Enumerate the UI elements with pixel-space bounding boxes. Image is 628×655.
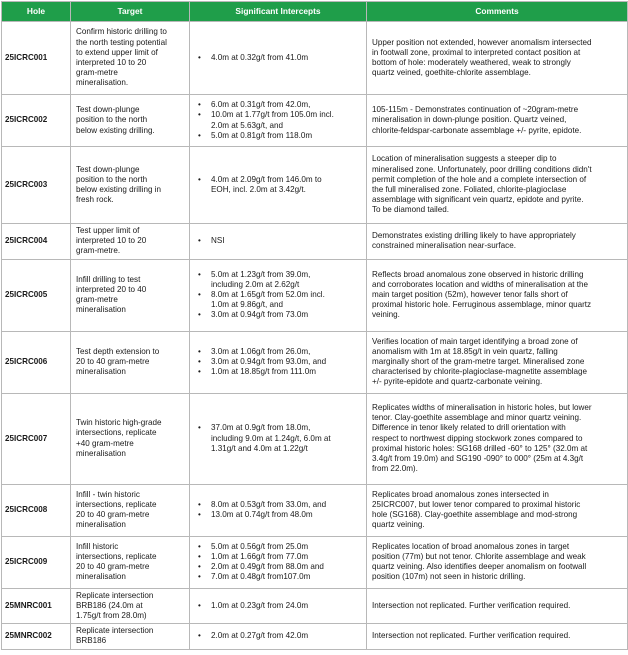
comments-cell [367,393,628,484]
intercept-text-line: including 9.0m at 1.24g/t, 6.0m at [211,433,331,443]
table-row [2,22,628,95]
comments-cell [367,224,628,260]
comment-text-line: in footwall zone, proximal to interpreted contact position at [372,47,581,57]
table-row [2,536,628,588]
hole-id-cell: 25ICRC003 [2,147,71,224]
target-text-line: intersections, replicate [76,551,157,561]
target-text-line: 20 to 40 gram-metre [76,562,150,572]
intercepts-cell [190,393,367,484]
comment-text-line: 105-115m - Demonstrates continuation of ~20gram-metre [372,105,579,115]
comment-text-line: Replicates location of broad anomalous zones in target [372,541,570,551]
intercepts-cell [190,95,367,147]
target-text-line: below existing drilling. [76,125,155,135]
intercept-item [196,367,362,377]
target-text-line: mineralisation [76,305,126,315]
target-cell [71,624,190,649]
comment-text-line: Reflects broad anomalous zone observed in historic drilling [372,269,584,279]
comment-text-line: and corroborates location and widths of mineralisation at the [372,279,588,289]
target-cell [71,331,190,393]
intercepts-cell [190,624,367,649]
comments-cell [367,331,628,393]
target-cell [71,147,190,224]
comment-text-line: 25ICRC007, but lower tenor compared to proximal historic [372,499,581,509]
comment-text-line: mineralised zone. Unfortunately, poor drilling conditions didn't [372,164,592,174]
target-cell [71,22,190,95]
target-text-line: Test down-plunge [76,105,140,115]
comment-text-line: constrained mineralisation near-surface. [372,241,516,251]
comments-cell [367,147,628,224]
comment-text-line: characterised by chlorite-plagioclase-magnetite assemblage [372,367,588,377]
intercept-item [196,631,362,641]
target-text-line: Replicate intersection [76,626,154,636]
intercept-text-line: 7.0m at 0.48g/t from107.0m [211,572,311,582]
intercept-text-line: 8.0m at 1.65g/t from 52.0m incl. [211,290,325,299]
table-row [2,259,628,331]
comment-text-line: Upper position not extended, however anomalism intersected [372,37,592,47]
comment-text-line: quartz veining. [372,520,425,530]
intercepts-cell [190,147,367,224]
target-text-line: Infill - twin historic [76,489,140,499]
comment-text-line: tenor. Clay-goethite assemblage and minor quartz veining. [372,413,582,423]
intercept-text-line: 5.0m at 0.56g/t from 25.0m [211,541,309,551]
intercept-text-line: 1.31g/t and 4.0m at 1.22g/t [211,443,308,453]
intercept-text-line: 1.0m at 0.23g/t from 24.0m [211,600,309,610]
target-text-line: interpreted 10 to 20 [76,236,147,246]
bullet-icon: • [198,572,201,582]
intercept-text-line: 1.0m at 18.85g/t from 111.0m [211,367,316,377]
intercepts-list [196,347,362,378]
intercept-text-line: 3.0m at 0.94g/t from 73.0m [211,310,309,320]
intercepts-list [196,542,362,583]
target-text-line: Infill drilling to test [76,274,141,284]
comment-text-line: bottom of hole: moderately weathered, weak to strongly [372,58,571,67]
target-cell [71,484,190,536]
target-cell [71,224,190,260]
table-row [2,331,628,393]
comment-text-line: marginally short of the gram-metre target. Mineralised zone [372,357,585,366]
target-text-line: interpreted 20 to 40 [76,284,147,294]
intercept-text-line: 5.0m at 1.23g/t from 39.0m, [211,269,311,279]
hole-id-cell: 25ICRC006 [2,331,71,393]
bullet-icon: • [198,269,201,279]
comment-text-line: anomalism with 1m at 18.85g/t in vein quartz, falling [372,346,558,356]
intercepts-cell [190,588,367,624]
intercept-item [196,100,362,110]
target-text-line: position to the north [76,115,148,125]
comment-text-line: hole (SG168). Clay-goethite assemblage and mod-strong [372,510,578,520]
intercepts-list [196,601,362,611]
target-text-line: position to the north [76,174,148,184]
bullet-icon: • [198,310,201,320]
hole-id-cell: 25ICRC009 [2,536,71,588]
table-header-row [2,2,628,22]
target-text-line: below existing drilling in [76,185,162,194]
hole-id-cell: 25ICRC001 [2,22,71,95]
comment-text-line: To be diamond tailed. [372,205,449,215]
target-text-line: 20 to 40 gram-metre [76,510,150,520]
intercept-text-line: 3.0m at 0.94g/t from 93.0m, and [211,357,327,366]
header-comments: Comments [367,2,628,22]
bullet-icon: • [198,510,201,520]
target-text-line: Test down-plunge [76,164,140,174]
intercept-item [196,53,362,63]
target-text-line: mineralisation. [76,78,129,88]
header-intercepts: Significant Intercepts [190,2,367,22]
table-row [2,484,628,536]
target-text-line: interpreted 10 to 20 [76,58,147,67]
target-text-line: intersections, replicate [76,499,157,509]
intercepts-list [196,423,362,454]
bullet-icon: • [198,423,201,433]
intercept-item [196,357,362,367]
target-text-line: Test upper limit of [76,226,140,235]
bullet-icon: • [198,236,201,246]
intercepts-cell [190,22,367,95]
target-text-line: 20 to 40 gram-metre [76,357,150,366]
target-cell [71,536,190,588]
table-row [2,147,628,224]
intercept-text-line: 5.0m at 0.81g/t from 118.0m [211,130,313,140]
comment-text-line: assemblage with significant vein quartz, epidote and pyrite. [372,195,584,205]
target-text-line: 1.75g/t from 28.0m) [76,611,147,621]
target-text-line: gram-metre [76,295,118,305]
table-row [2,393,628,484]
table-row [2,588,628,624]
comment-text-line: +/- pyrite-epidote and quartz-carbonate veining. [372,377,543,387]
target-text-line: +40 gram-metre [76,438,134,448]
intercept-item [196,347,362,357]
bullet-icon: • [198,367,201,377]
hole-id-cell: 25ICRC007 [2,393,71,484]
comment-text-line: Intersection not replicated. Further verification required. [372,600,571,610]
intercepts-list [196,631,362,641]
table-row [2,224,628,260]
intercepts-list [196,500,362,520]
comments-cell [367,624,628,649]
target-text-line: mineralisation [76,572,126,582]
intercept-item [196,270,362,290]
intercepts-cell [190,331,367,393]
comment-text-line: Verifies location of main target identifying a broad zone of [372,336,578,346]
comment-text-line: Intersection not replicated. Further verification required. [372,631,571,641]
bullet-icon: • [198,174,201,184]
table-row [2,95,628,147]
target-cell [71,588,190,624]
intercept-text-line: 10.0m at 1.77g/t from 105.0m incl. [211,110,334,120]
comment-text-line: chlorite-feldspar-carbonate assemblage +/- pyrite, epidote. [372,125,582,135]
target-cell [71,95,190,147]
comment-text-line: veining. [372,310,400,320]
intercepts-cell [190,484,367,536]
target-text-line: Confirm historic drilling to [76,27,167,37]
comment-text-line: 3.4g/t from 19.0m) and SG190 -090° to 000° (25m at 4.3g/t [372,453,584,463]
intercept-item [196,131,362,141]
intercept-text-line: 13.0m at 0.74g/t from 48.0m [211,510,313,520]
intercept-item [196,310,362,320]
target-text-line: mineralisation [76,520,126,530]
comment-text-line: position (107m) not seen in historic drilling. [372,572,526,582]
hole-id-cell: 25ICRC002 [2,95,71,147]
comment-text-line: Demonstrates existing drilling likely to have appropriately [372,231,576,241]
target-text-line: BRB186 [76,636,107,646]
table-body [2,22,628,650]
hole-id-cell: 25MNRC001 [2,588,71,624]
intercept-item [196,236,362,246]
drilling-results-table-wrapper [1,1,627,650]
comments-cell [367,22,628,95]
comment-text-line: Location of mineralisation suggests a steeper dip to [372,154,557,164]
intercept-text-line: 4.0m at 0.32g/t from 41.0m [211,52,309,62]
bullet-icon: • [198,551,201,561]
target-text-line: BRB186 (24.0m at [76,600,143,610]
bullet-icon: • [198,357,201,366]
hole-id-cell: 25ICRC008 [2,484,71,536]
target-cell [71,393,190,484]
intercept-item [196,601,362,611]
intercepts-list [196,100,362,141]
comment-text-line: the full mineralised zone. Foliated, chlorite-plagioclase [372,185,567,194]
bullet-icon: • [198,600,201,610]
comment-text-line: position (77m) but not tenor. Chlorite assemblage and weak [372,551,586,561]
target-text-line: mineralisation [76,367,126,377]
comments-cell [367,95,628,147]
intercepts-list [196,236,362,246]
comment-text-line: mineralisation in down-plunge position. Quartz veined, [372,115,567,125]
comments-cell [367,484,628,536]
comment-text-line: permit completion of the hole and a complete intersection of [372,174,587,184]
target-cell [71,259,190,331]
intercept-text-line: 3.0m at 1.06g/t from 26.0m, [211,346,311,356]
intercept-text-line: NSI [211,236,225,246]
comment-text-line: main target position (52m), however tenor falls short of [372,290,568,299]
intercept-item [196,110,362,130]
comment-text-line: Replicates widths of mineralisation in historic holes, but lower [372,402,592,412]
header-target: Target [71,2,190,22]
bullet-icon: • [198,290,201,299]
intercepts-list [196,53,362,63]
intercept-text-line: including 2.0m at 2.62g/t [211,279,300,289]
intercept-item [196,510,362,520]
intercepts-cell [190,536,367,588]
target-text-line: fresh rock. [76,195,114,205]
target-text-line: Twin historic high-grade [76,418,162,428]
target-text-line: the north testing potential [76,37,167,47]
bullet-icon: • [198,52,201,62]
target-text-line: to extend upper limit of [76,47,158,57]
comments-cell [367,259,628,331]
intercept-text-line: 8.0m at 0.53g/t from 33.0m, and [211,499,327,509]
comment-text-line: Difference in tenor likely related to drill orientation with [372,423,566,433]
intercept-item [196,423,362,454]
intercepts-list [196,175,362,195]
comments-cell [367,536,628,588]
intercept-text-line: 2.0m at 0.49g/t from 88.0m and [211,562,324,572]
comment-text-line: quartz veined, goethite-chlorite assemblage. [372,68,531,78]
intercept-item [196,552,362,562]
intercept-item [196,542,362,552]
intercept-item [196,175,362,195]
intercept-item [196,562,362,572]
target-text-line: gram-metre. [76,246,121,256]
intercept-text-line: 1.0m at 9.86g/t, and [211,300,283,310]
intercepts-cell [190,259,367,331]
intercept-item [196,290,362,310]
intercept-item [196,500,362,510]
comments-cell [367,588,628,624]
intercept-item [196,572,362,582]
bullet-icon: • [198,562,201,572]
header-hole: Hole [2,2,71,22]
hole-id-cell: 25ICRC004 [2,224,71,260]
comment-text-line: proximal historic holes: SG168 drilled -60° to 125° (32.0m at [372,443,588,453]
hole-id-cell: 25MNRC002 [2,624,71,649]
comment-text-line: quartz veining. Also identifies deeper anomalism on footwall [372,562,587,572]
bullet-icon: • [198,499,201,509]
intercept-text-line: 2.0m at 0.27g/t from 42.0m [211,631,309,641]
intercept-text-line: EOH, incl. 2.0m at 3.42g/t. [211,185,306,194]
comment-text-line: Replicates broad anomalous zones intersected in [372,489,549,499]
target-text-line: gram-metre [76,68,118,78]
intercept-text-line: 4.0m at 2.09g/t from 146.0m to [211,174,322,184]
target-text-line: Infill historic [76,541,119,551]
bullet-icon: • [198,631,201,641]
table-row [2,624,628,649]
drilling-results-table [1,1,628,650]
intercept-text-line: 1.0m at 1.66g/t from 77.0m [211,551,309,561]
comment-text-line: proximal historic hole. Ferruginous assemblage, minor quartz [372,300,592,310]
intercept-text-line: 37.0m at 0.9g/t from 18.0m, [211,423,311,433]
intercept-text-line: 6.0m at 0.31g/t from 42.0m, [211,100,311,110]
bullet-icon: • [198,100,201,110]
target-text-line: Replicate intersection [76,590,154,600]
intercepts-cell [190,224,367,260]
target-text-line: Test depth extension to [76,346,160,356]
comment-text-line: respect to northwest dipping stockwork zones compared to [372,433,583,443]
bullet-icon: • [198,110,201,120]
target-text-line: mineralisation [76,448,126,458]
bullet-icon: • [198,130,201,140]
hole-id-cell: 25ICRC005 [2,259,71,331]
comment-text-line: from 22.0m). [372,464,418,474]
intercept-text-line: 2.0m at 5.63g/t, and [211,120,283,130]
target-text-line: intersections, replicate [76,428,157,438]
bullet-icon: • [198,346,201,356]
bullet-icon: • [198,541,201,551]
intercepts-list [196,270,362,321]
